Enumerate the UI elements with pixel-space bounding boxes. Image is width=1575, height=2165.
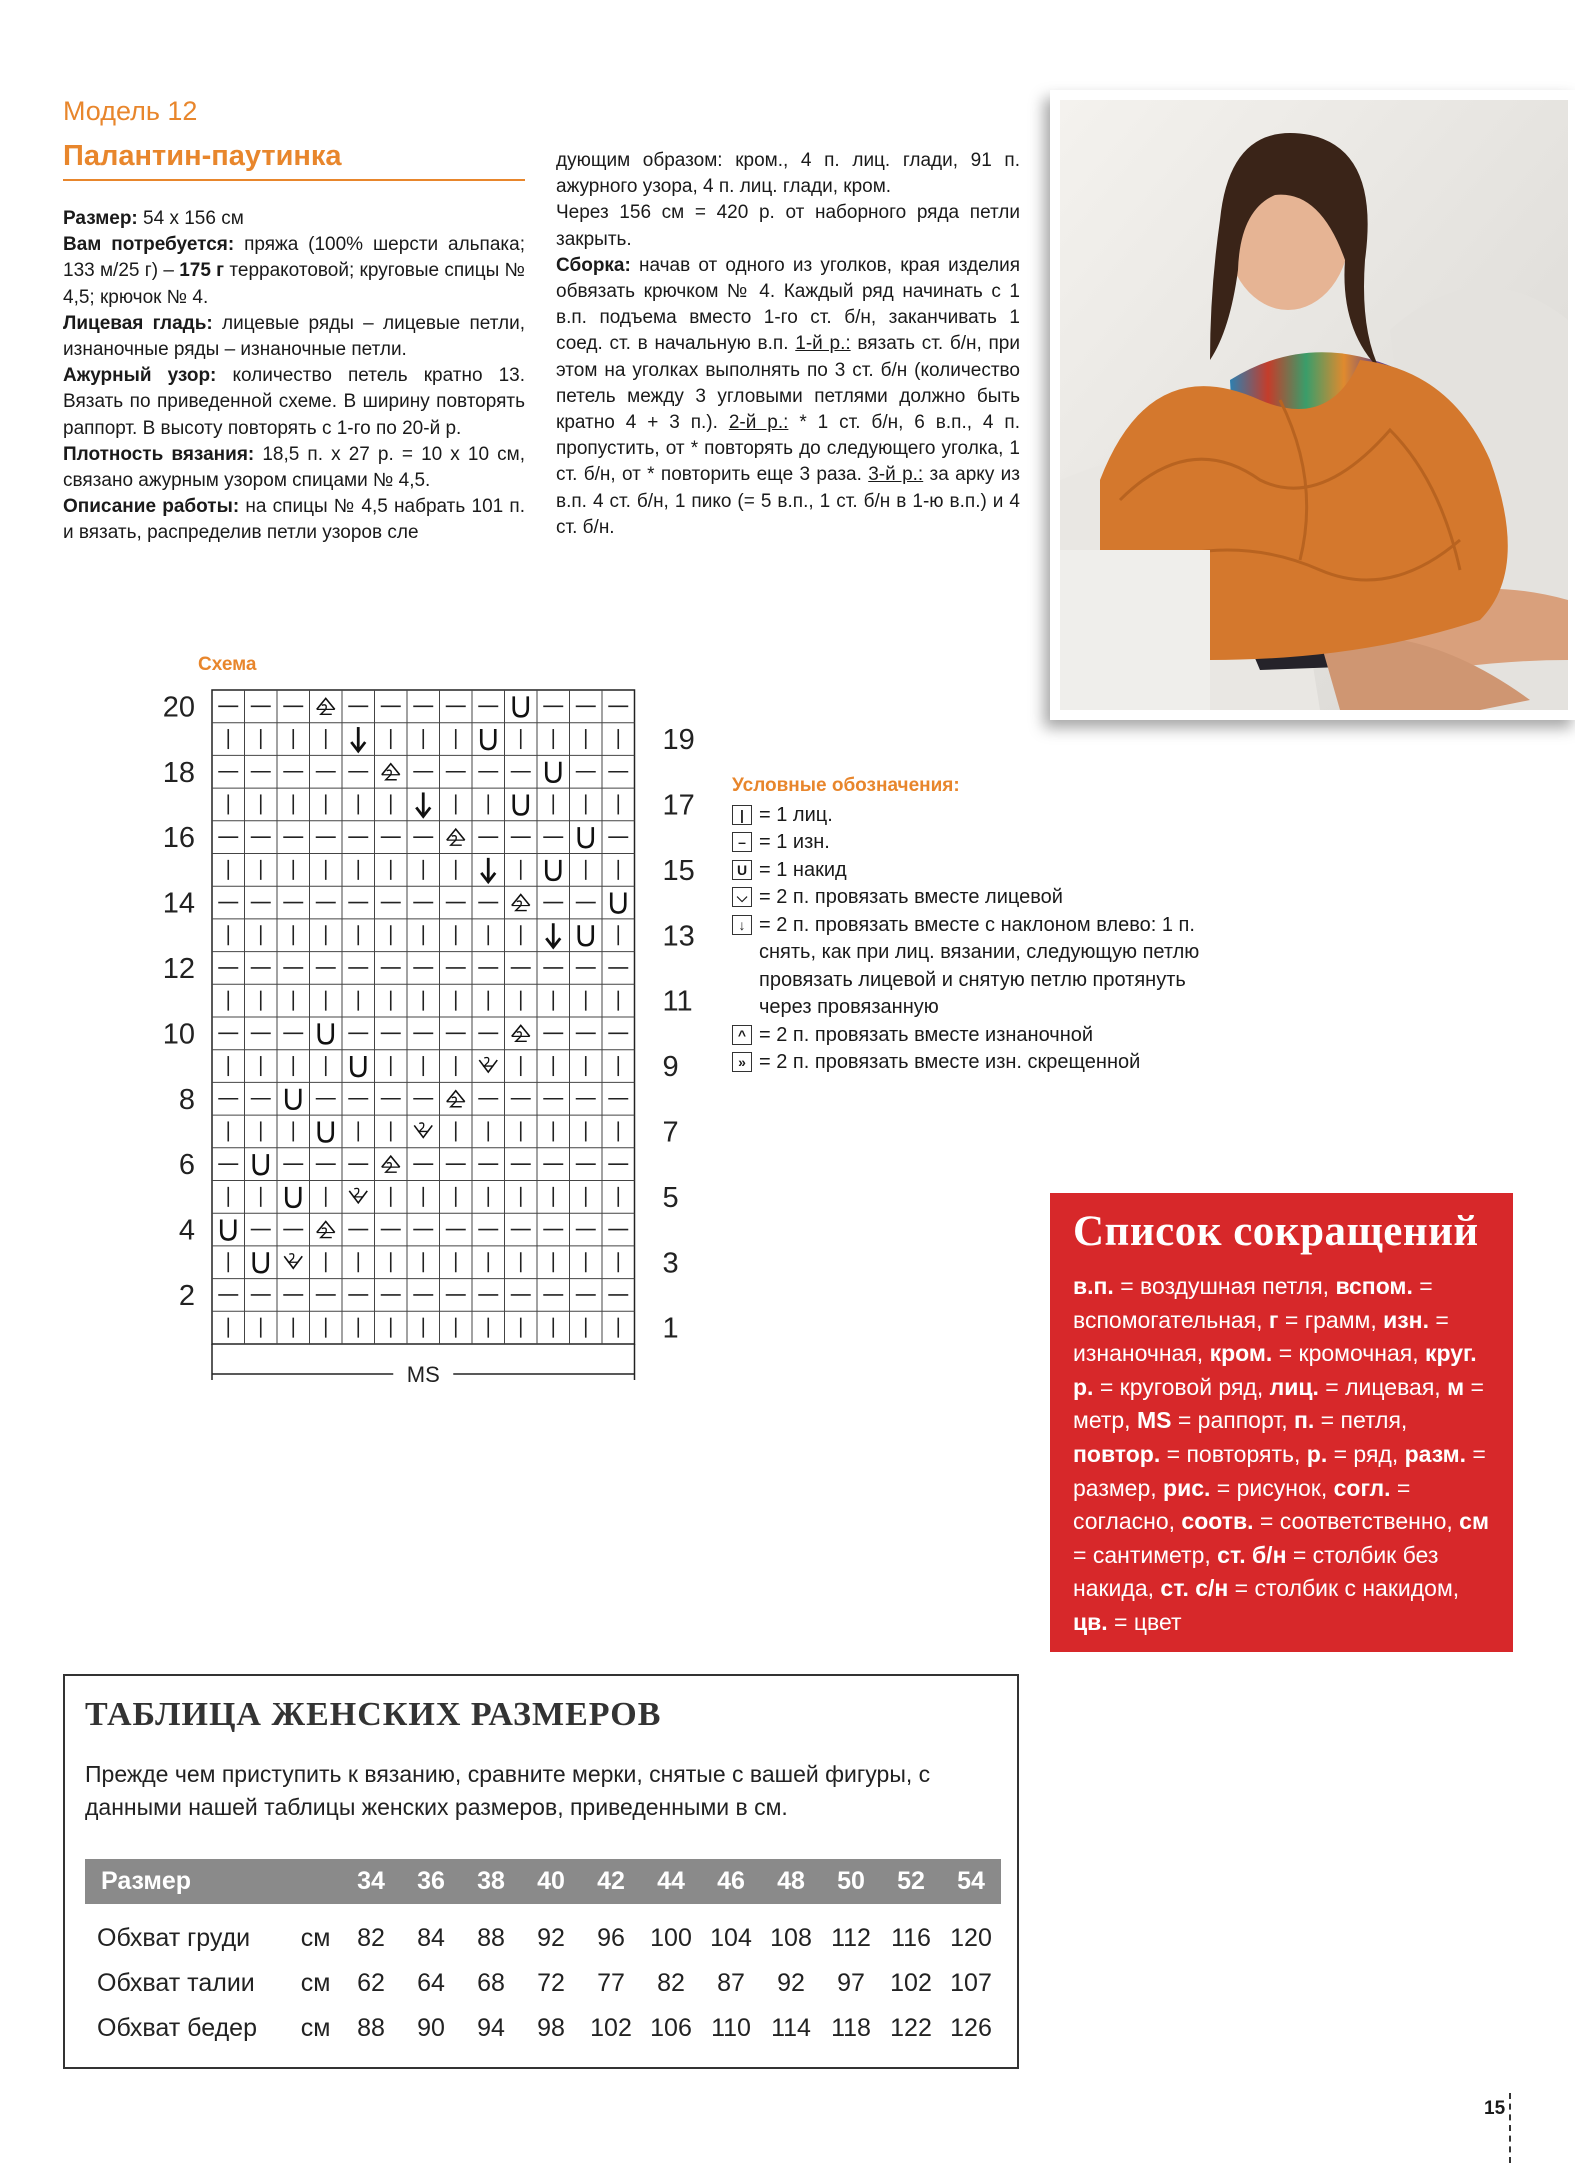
purl-symbol-icon: – [732,832,752,852]
abbreviation-term: вспом. [1335,1273,1413,1299]
row-number-right: 1 [662,1312,679,1345]
row-number-right: 19 [662,724,695,757]
abbreviation-definition: = лицевая, [1318,1373,1448,1400]
abbreviation-definition: = столбик с накидом, [1228,1575,1460,1602]
chart-stitch [278,1182,309,1213]
table-cell: 68 [477,1969,505,1997]
lace-label: Ажурный узор: [63,365,217,387]
chart-stitch [246,1149,277,1180]
stockinette-text: лицевые ряды – лицевые петли, изнаночные ряды – изнаночные петли. [63,312,525,361]
density-label: Плотность вязания: [63,443,255,465]
chart-stitch [473,1051,504,1082]
materials-label: Вам потребуется: [63,234,235,256]
abbreviations-box [1050,1193,1513,1652]
abbreviation-term: в.п. [1073,1273,1114,1299]
row-number-right: 15 [662,854,695,887]
chart-stitch [441,822,472,853]
p2tog-symbol-icon: ^ [732,1025,752,1045]
size-header-label: Размер [85,1859,341,1904]
row1-text: вязать ст. б/н, при этом на уголках выполнять по 3 ст. б/н (количество петель между 3 угловыми петлями должно быть кратно 4 + 3 п.). [556,333,1020,434]
legend-text: = 1 накид [759,858,847,881]
abbreviation-term: изн. [1383,1306,1429,1333]
abbreviation-definition: = соответственно, [1253,1508,1460,1535]
measurement-label: Обхват груди [97,1924,251,1952]
legend-item [732,829,1232,857]
chart-stitch [278,1083,309,1114]
page-number: 15 [1484,2098,1506,2119]
instructions-column-1 [63,206,525,547]
table-cell: 92 [777,1969,805,1997]
chart-stitch [311,1018,342,1049]
chart-stitch [376,756,407,787]
abbreviation-definition: = круговой ряд, [1093,1373,1270,1400]
lace-text: количество петель кратно 13. Вязать по приведенной схеме. В ширину повторять раппорт. В высоту повторять с 1-го по 20-й р. [63,365,525,439]
abbreviation-term: ст. б/н [1217,1541,1287,1568]
measurement-unit: см [300,1969,331,1997]
size-header-cell: 36 [401,1859,461,1904]
materials-text-end: терракотовой; круговые спицы № 4,5; крючок № 4. [63,260,525,308]
abbreviation-term: г [1268,1306,1279,1333]
row-number-right: 17 [662,789,695,822]
table-cell: 90 [417,2014,445,2042]
table-cell: 126 [950,2014,992,2042]
table-cell: 107 [950,1969,992,1997]
stitch-chart [150,682,710,1392]
abbreviation-term: рис. [1163,1474,1211,1501]
abbreviation-definition: = столбик без накида, [1073,1541,1439,1602]
abbreviation-definition: = сантиметр, [1073,1541,1218,1568]
abbreviation-definition: = рисунок, [1210,1474,1334,1501]
row-number-right: 5 [662,1181,679,1214]
abbreviation-definition: = грамм, [1278,1306,1384,1333]
abbreviation-term: ст. с/н [1160,1575,1229,1602]
abbreviation-definition: = согласно, [1073,1474,1411,1535]
abbreviation-term: цв. [1073,1608,1108,1635]
table-cell: 82 [357,1924,385,1952]
table-row [85,1916,1001,1961]
row-number-left: 8 [178,1083,195,1116]
chart-stitch [506,691,537,722]
abbreviation-definition: = метр, [1073,1373,1484,1434]
size-text: 54 х 156 см [137,208,244,229]
abbreviation-definition: = воздушная петля, [1113,1273,1336,1299]
measurement-unit: см [300,2014,331,2042]
abbreviation-definition: = повторять, [1160,1440,1307,1467]
legend-text: = 1 лиц. [759,803,833,826]
table-cell: 84 [417,1924,445,1952]
assembly-label: Сборка: [556,254,631,276]
chart-stitch [506,789,537,820]
chart-stitch [603,887,634,918]
abbreviations-title: Список сокращений [1073,1208,1479,1255]
k2tog-symbol-icon: ⌵ [732,887,752,907]
row2-text: * 1 ст. б/н, 6 в.п., 4 п. пропустить, от * повторять до следующего уголка, 1 ст. б/н, от * повторить еще 3 раза. [556,412,1020,486]
abbreviation-definition: = вспомогательная, [1073,1273,1433,1333]
legend-text: = 2 п. провязать вместе лицевой [759,886,1063,908]
p2tog-tbl-symbol-icon: » [732,1052,752,1072]
size-header-cell: 46 [701,1859,761,1904]
table-cell: 82 [657,1969,685,1997]
row2-label: 2-й р.: [728,412,789,434]
table-cell: 108 [770,1924,812,1952]
legend-title: Условные обозначения: [732,775,960,796]
table-cell: 102 [590,2014,632,2042]
work-text: на спицы № 4,5 набрать 101 п. и вязать, распределив петли узоров сле [63,496,525,544]
chart-stitch [538,855,569,886]
abbreviation-term: круг. р. [1073,1340,1477,1400]
skp-symbol-icon: ↓ [732,915,752,935]
chart-stitch [571,822,602,853]
legend [732,772,1232,1077]
table-row [85,1961,1001,2006]
table-cell: 122 [890,2014,932,2042]
legend-item [732,857,1232,885]
abbreviation-definition: = петля, [1314,1407,1408,1434]
knit-symbol-icon: | [732,805,752,825]
table-cell: 114 [771,2014,811,2042]
row-number-left: 16 [162,822,195,855]
assembly-text: начав от одного из уголков, края изделия обвязать крючком № 4. Каждый ряд начинать с 1 в.п. подъема вместо 1-го ст. б/н, заканчивать 1 соед. ст. в начальную в.п. [556,254,1020,355]
table-cell: 72 [537,1969,565,1997]
abbreviation-definition: = размер, [1073,1440,1486,1501]
row-number-left: 20 [162,691,195,724]
table-cell: 94 [477,2014,505,2042]
measurement-label: Обхват бедер [97,2014,257,2042]
table-cell: 97 [837,1969,865,1997]
row-number-left: 14 [162,887,195,920]
table-cell: 106 [650,2014,692,2042]
legend-item [732,884,1232,912]
size-table-title: ТАБЛИЦА ЖЕНСКИХ РАЗМЕРОВ [85,1696,662,1733]
table-cell: 112 [831,1924,871,1952]
legend-item [732,1022,1232,1050]
size-header-cell: 34 [341,1859,401,1904]
chart-stitch [506,1018,537,1049]
table-cell: 98 [537,2014,565,2042]
size-header-cell: 44 [641,1859,701,1904]
bind-off-text: Через 156 см = 420 р. от наборного ряда петли закрыть. [556,202,1020,250]
abbreviation-term: р. [1306,1440,1328,1467]
size-table-intro: Прежде чем приступить к вязанию, сравните мерки, снятые с вашей фигуры, с данными нашей таблицы женских размеров, приведенными в см. [85,1761,931,1820]
abbreviation-term: разм. [1404,1440,1467,1467]
row3-label: 3-й р.: [868,464,924,486]
table-cell: 100 [650,1924,692,1952]
instructions-column-2 [556,148,1020,541]
abbreviation-term: п. [1294,1407,1315,1434]
table-cell: 92 [537,1924,565,1952]
size-header-cell: 42 [581,1859,641,1904]
row-number-left: 2 [178,1279,195,1312]
size-header-cell: 38 [461,1859,521,1904]
measurement-label: Обхват талии [97,1969,255,1997]
legend-item [732,1049,1232,1077]
abbreviation-term: MS [1136,1407,1172,1434]
model-label: Модель 12 [63,96,198,126]
materials-amount: 175 г [179,260,225,282]
legend-item [732,912,1232,1022]
chart-stitch [473,724,504,755]
abbreviation-definition: = цвет [1107,1608,1182,1635]
table-cell: 87 [717,1969,745,1997]
materials-text: пряжа (100% шерсти альпака; 133 м/25 г) – [63,234,525,282]
row-number-right: 9 [662,1051,679,1084]
legend-text: = 1 изн. [759,831,830,853]
layout-text: дующим образом: кром., 4 п. лиц. глади, 91 п. ажурного узора, 4 п. лиц. глади, кром. [556,150,1020,198]
chart-stitch [213,1214,244,1245]
chart-stitch [376,1149,407,1180]
abbreviations-list [1073,1270,1493,1640]
size-header-cell: 54 [941,1859,1001,1904]
abbreviation-term: лиц. [1269,1373,1319,1400]
row-number-right: 13 [662,920,695,953]
row-number-left: 18 [162,756,195,789]
table-cell: 118 [831,2014,871,2042]
chart-stitch [311,1116,342,1147]
chart-stitch [278,1247,309,1278]
chart-stitch [408,1116,439,1147]
row-number-right: 7 [662,1116,679,1149]
table-cell: 96 [597,1924,625,1952]
abbreviation-term: м [1447,1373,1465,1400]
stockinette-label: Лицевая гладь: [63,312,213,334]
abbreviation-definition: = кромочная, [1272,1340,1425,1367]
row-number-left: 12 [162,952,195,985]
yarn-over-symbol-icon: U [732,860,752,880]
chart-stitch [343,1051,374,1082]
abbreviation-definition: = раппорт, [1171,1407,1294,1434]
row3-text: за арку из в.п. 4 ст. б/н, 1 пико (= 5 в.п., 1 ст. б/н в 1-ю в.п.) и 4 ст. б/н. [556,464,1020,538]
scheme-title: Схема [198,654,257,675]
model-photo [1050,90,1575,720]
size-header-cell: 48 [761,1859,821,1904]
chart-stitch [246,1247,277,1278]
table-cell: 110 [711,2014,751,2042]
abbreviation-term: повтор. [1073,1440,1161,1467]
table-cell: 88 [477,1924,505,1952]
table-cell: 120 [950,1924,992,1952]
size-table-header-row [85,1859,1001,1904]
work-label: Описание работы: [63,496,240,518]
table-cell: 77 [597,1969,625,1997]
table-cell: 116 [891,1924,931,1952]
row-number-left: 10 [162,1018,195,1051]
row-number-left: 4 [178,1214,195,1247]
legend-item [732,802,1232,830]
measurement-unit: см [300,1924,331,1952]
size-header-cell: 40 [521,1859,581,1904]
table-cell: 62 [357,1969,385,1997]
size-table [85,1859,1001,2051]
chart-stitch [343,1182,374,1213]
chart-stitch [311,691,342,722]
photo-illustration [1060,100,1568,710]
abbreviation-definition: = изнаночная, [1073,1306,1449,1367]
row-number-left: 6 [178,1149,195,1182]
abbreviation-term: соотв. [1181,1508,1254,1535]
legend-text: = 2 п. провязать вместе изнаночной [759,1023,1094,1046]
size-table-box [63,1674,1019,2069]
table-cell: 88 [357,2014,385,2042]
size-header-cell: 50 [821,1859,881,1904]
row1-label: 1-й р.: [795,333,851,355]
chart-stitch [311,1214,342,1245]
size-header-cell: 52 [881,1859,941,1904]
chart-stitch [441,1083,472,1114]
page-edge-marker [1509,2093,1511,2163]
abbreviation-term: кром. [1209,1340,1273,1367]
abbreviation-term: согл. [1333,1474,1391,1501]
chart-stitch [506,887,537,918]
table-row [85,2006,1001,2051]
chart-stitch [538,756,569,787]
legend-text: = 2 п. провязать вместе с наклоном влево: 1 п. снять, как при лиц. вязании, следующую петлю провязать лицевой и снятую петлю протянуть через провязанную [759,913,1200,1018]
table-cell: 104 [710,1924,752,1952]
row-number-right: 11 [662,985,693,1018]
legend-text: = 2 п. провязать вместе изн. скрещенной [759,1051,1141,1073]
abbreviation-definition: = ряд, [1327,1440,1405,1467]
abbreviation-term: см [1459,1508,1489,1535]
model-title: Палантин-паутинка [63,140,525,181]
repeat-label: MS [406,1362,440,1387]
chart-stitch [571,920,602,951]
table-cell: 64 [417,1969,445,1997]
row-number-right: 3 [662,1247,679,1280]
table-cell: 102 [890,1969,932,1997]
size-label: Размер: [63,208,138,229]
density-text: 18,5 п. х 27 р. = 10 х 10 см, связано ажурным узором спицами № 4,5. [63,443,525,492]
